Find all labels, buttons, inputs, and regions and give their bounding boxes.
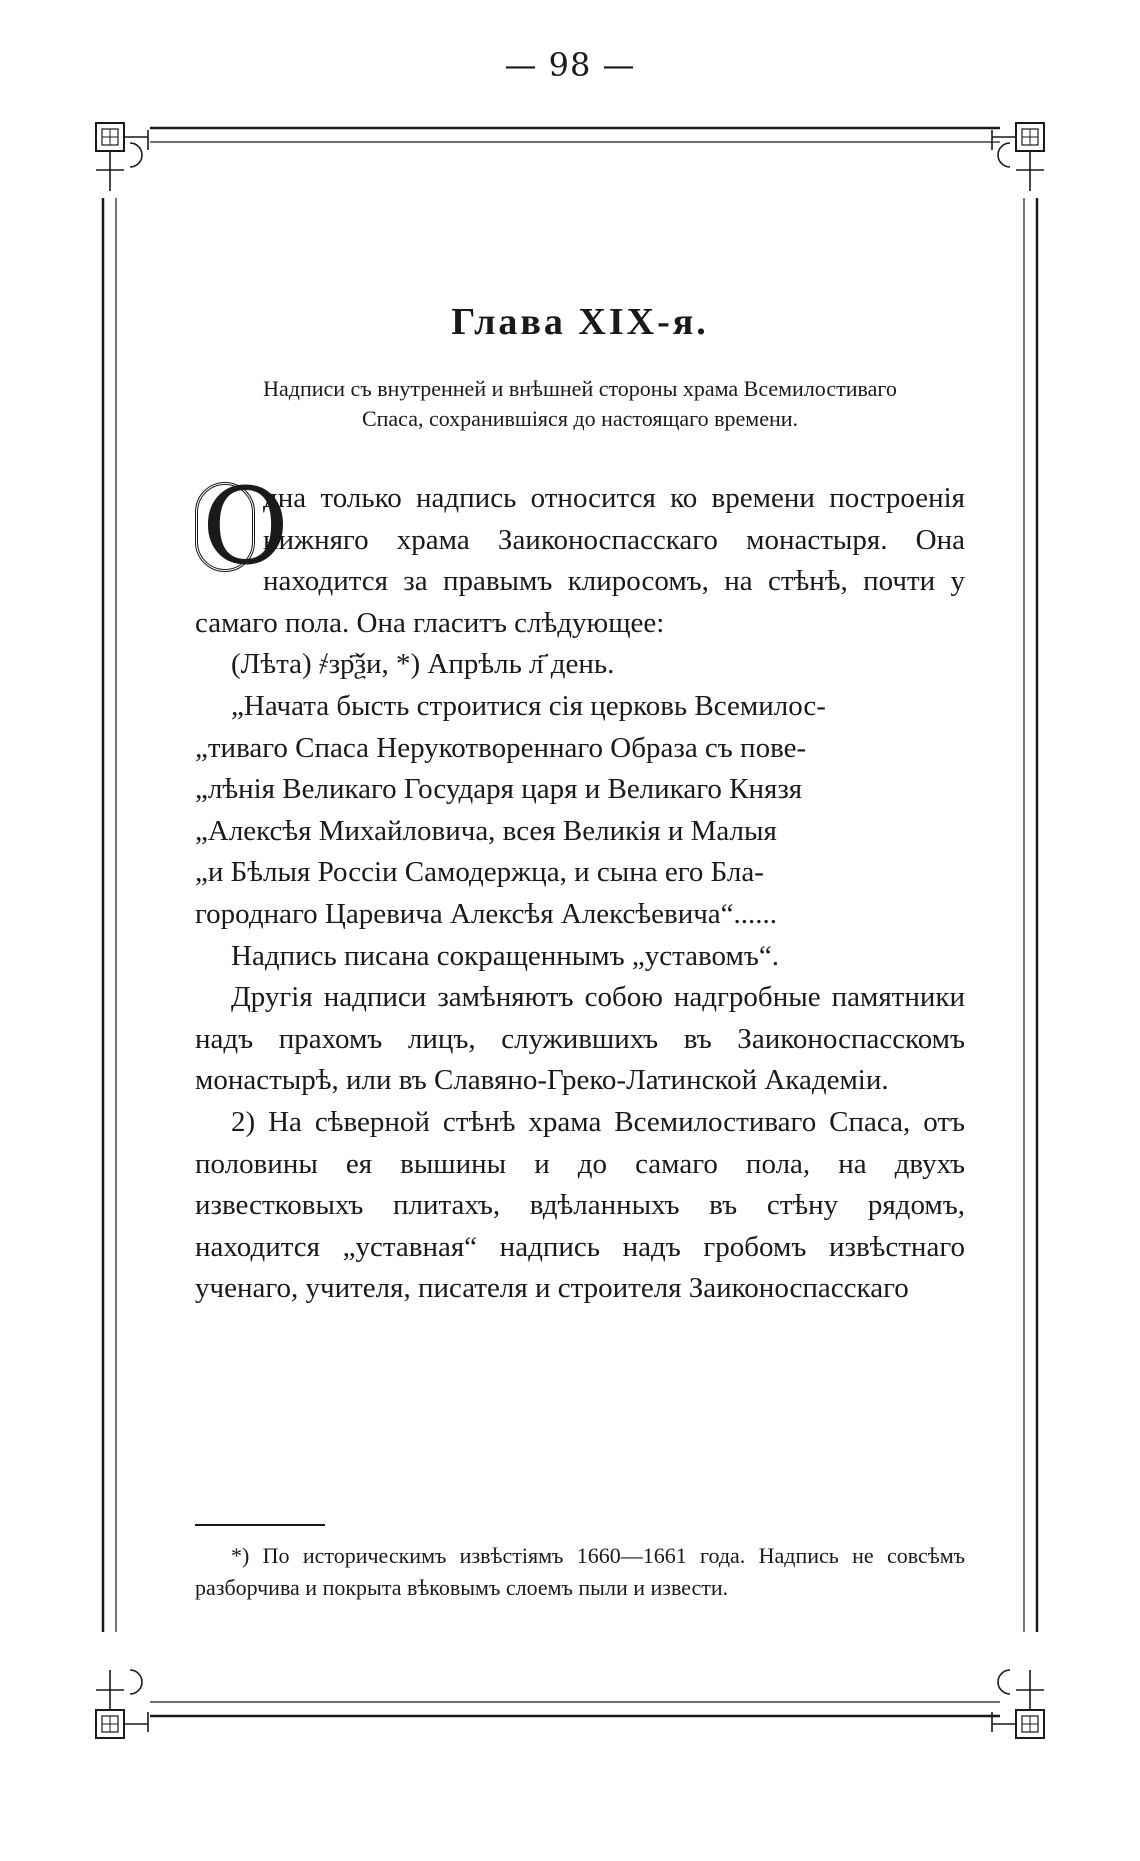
main-content [195,300,965,1310]
paragraph-4: 2) На сѣверной стѣнѣ храма Всемилостиваго Спаса, отъ половины ея вышины и до самаго пола, на двухъ известковыхъ плитахъ, вдѣланныхъ въ стѣну рядомъ, находится „уставная“ надпись надъ гробомъ извѣстнаго ученаго, учителя, писателя и строителя Заиконоспасскаго [195,1105,965,1305]
paragraph-2: Надпись писана сокращеннымъ „уставомъ“. [231,939,779,972]
paragraph-1-text: дна только надпись относится ко времени построенія нижняго храма Заиконоспасскаго монастыря. Она находится за правымъ клиросомъ, на стѣнѣ, почти у самаго пола. Она гласитъ слѣдующее: [195,482,965,639]
date-line: (Лѣта) ҂зр҃ѯи, *) Апрѣль л҃ день. [231,648,615,681]
quote-line-5: „и Бѣлыя Россіи Самодержца, и сына его Бла- [195,856,764,889]
footnote-divider [195,1524,325,1526]
quote-line-2: „тиваго Спаса Нерукотвореннаго Образа съ пове- [195,731,807,764]
chapter-title: Глава XIX-я. [451,301,709,343]
quote-line-6: городнаго Царевича Алексѣя Алексѣевича“...... [195,897,778,930]
footnote [195,1540,965,1604]
paragraph-3: Другія надписи замѣняютъ собою надгробные памятники надъ прахомъ лицъ, служившихъ въ Заиконоспасскомъ монастырѣ, или въ Славяно-Греко-Латинской Академіи. [195,981,965,1097]
chapter-subtitle [195,374,965,434]
quote-line-1: „Начата бысть строитися сія церковь Всемилос- [231,689,826,722]
footnote-text: *) По историческимъ извѣстіямъ 1660—1661 года. Надпись не совсѣмъ разборчива и покрыта вѣковымъ слоемъ пыли и извести. [195,1543,965,1600]
body-text [195,465,965,1310]
quote-line-4: „Алексѣя Михайловича, всея Великія и Малыя [195,814,777,847]
chapter-subtitle-line-2: Спаса, сохранившіяся до настоящаго времени. [361,406,799,431]
drop-cap: О [195,482,255,572]
page-number: — 98 — [504,46,636,84]
paragraph-1 [195,465,965,644]
chapter-subtitle-line-1: Надписи съ внутренней и внѣшней стороны храма Всемилостиваго [263,376,897,401]
quote-line-3: „лѣнія Великаго Государя царя и Великаго Князя [195,773,803,806]
